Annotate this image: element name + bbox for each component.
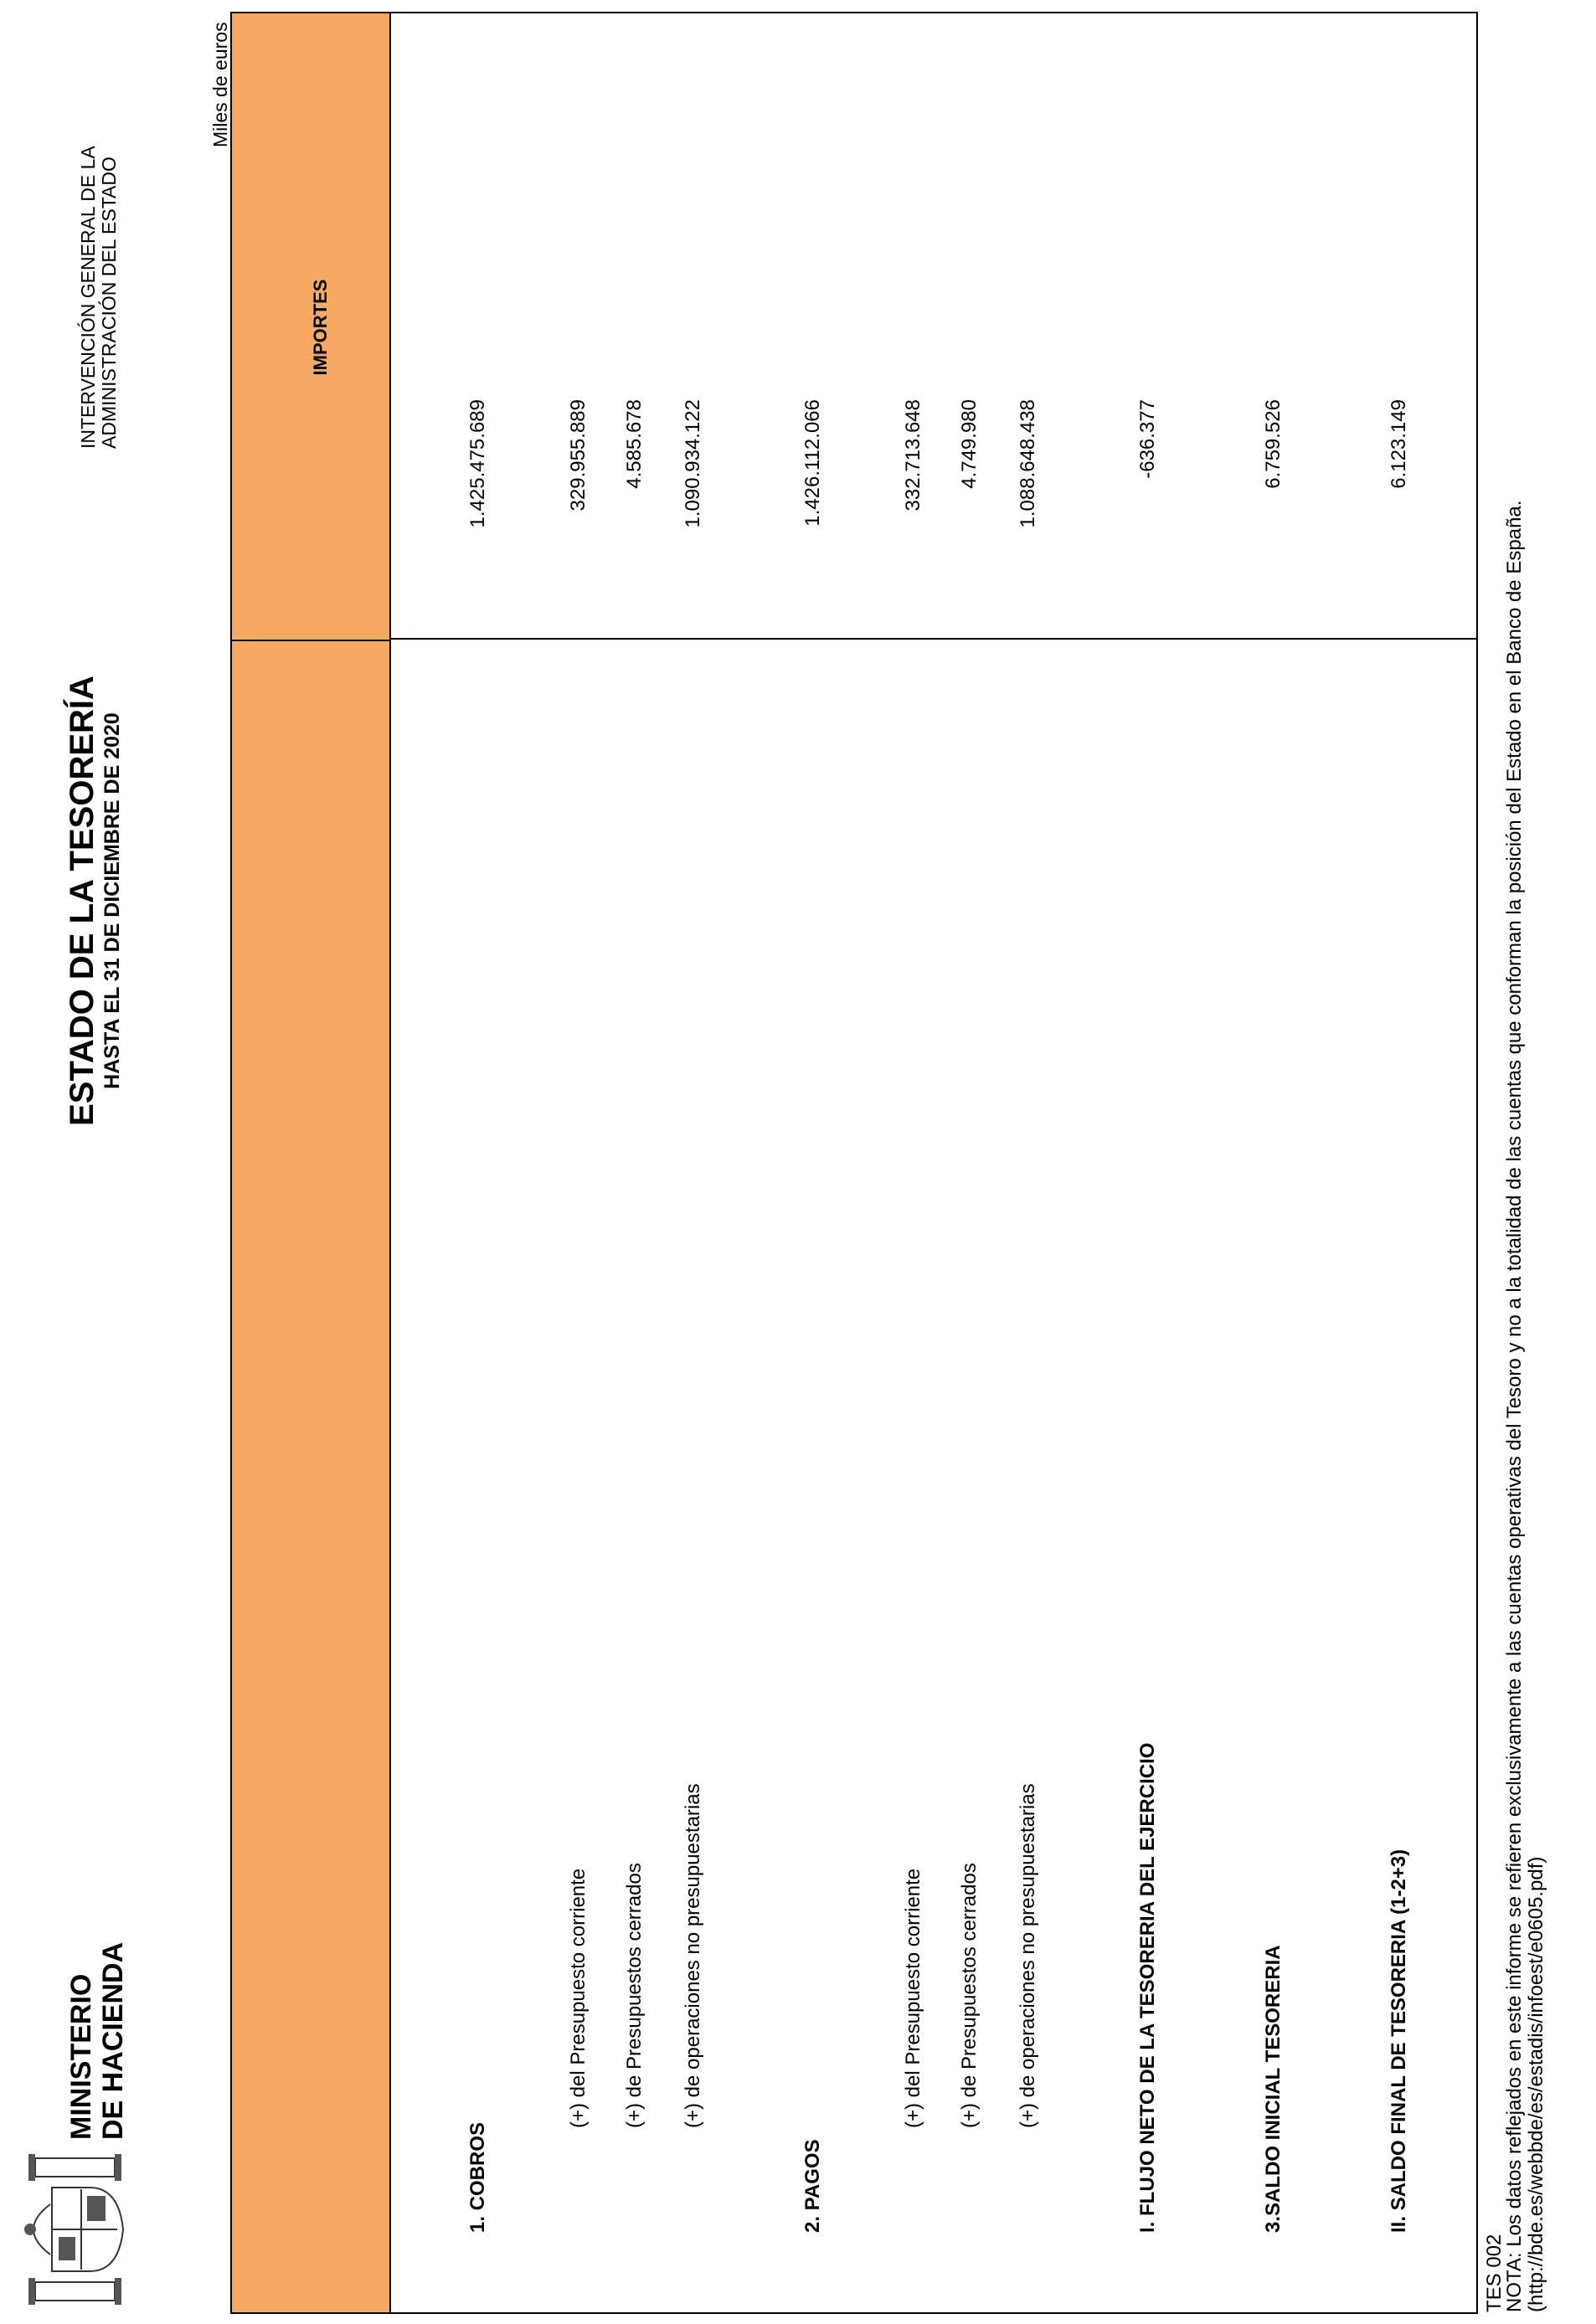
row-label: 1. COBROS bbox=[466, 2121, 489, 2233]
issuer-line1: INTERVENCIÓN GENERAL DE LA bbox=[77, 146, 99, 449]
coat-of-arms-icon bbox=[18, 2150, 127, 2309]
footnote-link[interactable]: (http://bde.es/webbde/es/estadis/infoest/e0605.pdf) bbox=[1525, 1856, 1547, 2312]
row-label: II. SALDO FINAL DE TESORERIA (1-2+3) bbox=[1387, 1848, 1410, 2233]
issuer-line2: ADMINISTRACIÓN DEL ESTADO bbox=[98, 157, 120, 449]
row-label: (+) del Presupuesto corriente bbox=[902, 1868, 924, 2128]
row-value: 329.955.889 bbox=[567, 399, 589, 512]
units-label: Miles de euros bbox=[209, 22, 231, 147]
ministry-name-line2: DE HACIENDA bbox=[97, 1941, 129, 2140]
column-divider bbox=[391, 638, 1476, 640]
treasury-table bbox=[230, 12, 1478, 2314]
ministry-name-line1: MINISTERIO bbox=[65, 1973, 97, 2140]
row-value: -636.377 bbox=[1136, 399, 1159, 479]
footnote-text: NOTA: Los datos reflejados en este informe se refieren exclusivamente a las cuentas operativas del Tesoro y no a la totalidad de las cuentas que conforman la posición del Estado en el Banco de España. bbox=[1503, 500, 1526, 2312]
row-value: 1.090.934.122 bbox=[682, 399, 704, 528]
row-value: 1.426.112.066 bbox=[801, 399, 824, 527]
row-value: 6.759.526 bbox=[1262, 399, 1285, 489]
row-label: (+) de Presupuestos cerrados bbox=[623, 1863, 646, 2128]
row-value: 332.713.648 bbox=[902, 399, 924, 512]
row-value: 4.749.980 bbox=[958, 399, 981, 489]
row-value: 1.425.475.689 bbox=[466, 399, 489, 528]
column-header-importes: IMPORTES bbox=[310, 279, 331, 376]
row-label: 2. PAGOS bbox=[801, 2139, 824, 2233]
row-label: (+) de operaciones no presupuestarias bbox=[1017, 1783, 1039, 2128]
row-label: I. FLUJO NETO DE LA TESORERIA DEL EJERCICIO bbox=[1136, 1742, 1159, 2233]
row-value: 4.585.678 bbox=[623, 399, 646, 489]
row-label: (+) de Presupuestos cerrados bbox=[958, 1863, 981, 2128]
report-code: TES 002 bbox=[1483, 2234, 1506, 2312]
row-label: 3.SALDO INICIAL TESORERIA bbox=[1262, 1945, 1285, 2233]
row-label: (+) de operaciones no presupuestarias bbox=[682, 1783, 704, 2128]
table-header-concept-cell bbox=[232, 640, 391, 2312]
document-title: ESTADO DE LA TESORERÍA bbox=[64, 676, 100, 1126]
row-value: 6.123.149 bbox=[1387, 399, 1410, 489]
row-label: (+) del Presupuesto corriente bbox=[567, 1868, 589, 2128]
document-subtitle: HASTA EL 31 DE DICIEMBRE DE 2020 bbox=[100, 712, 124, 1089]
row-value: 1.088.648.438 bbox=[1017, 399, 1039, 528]
